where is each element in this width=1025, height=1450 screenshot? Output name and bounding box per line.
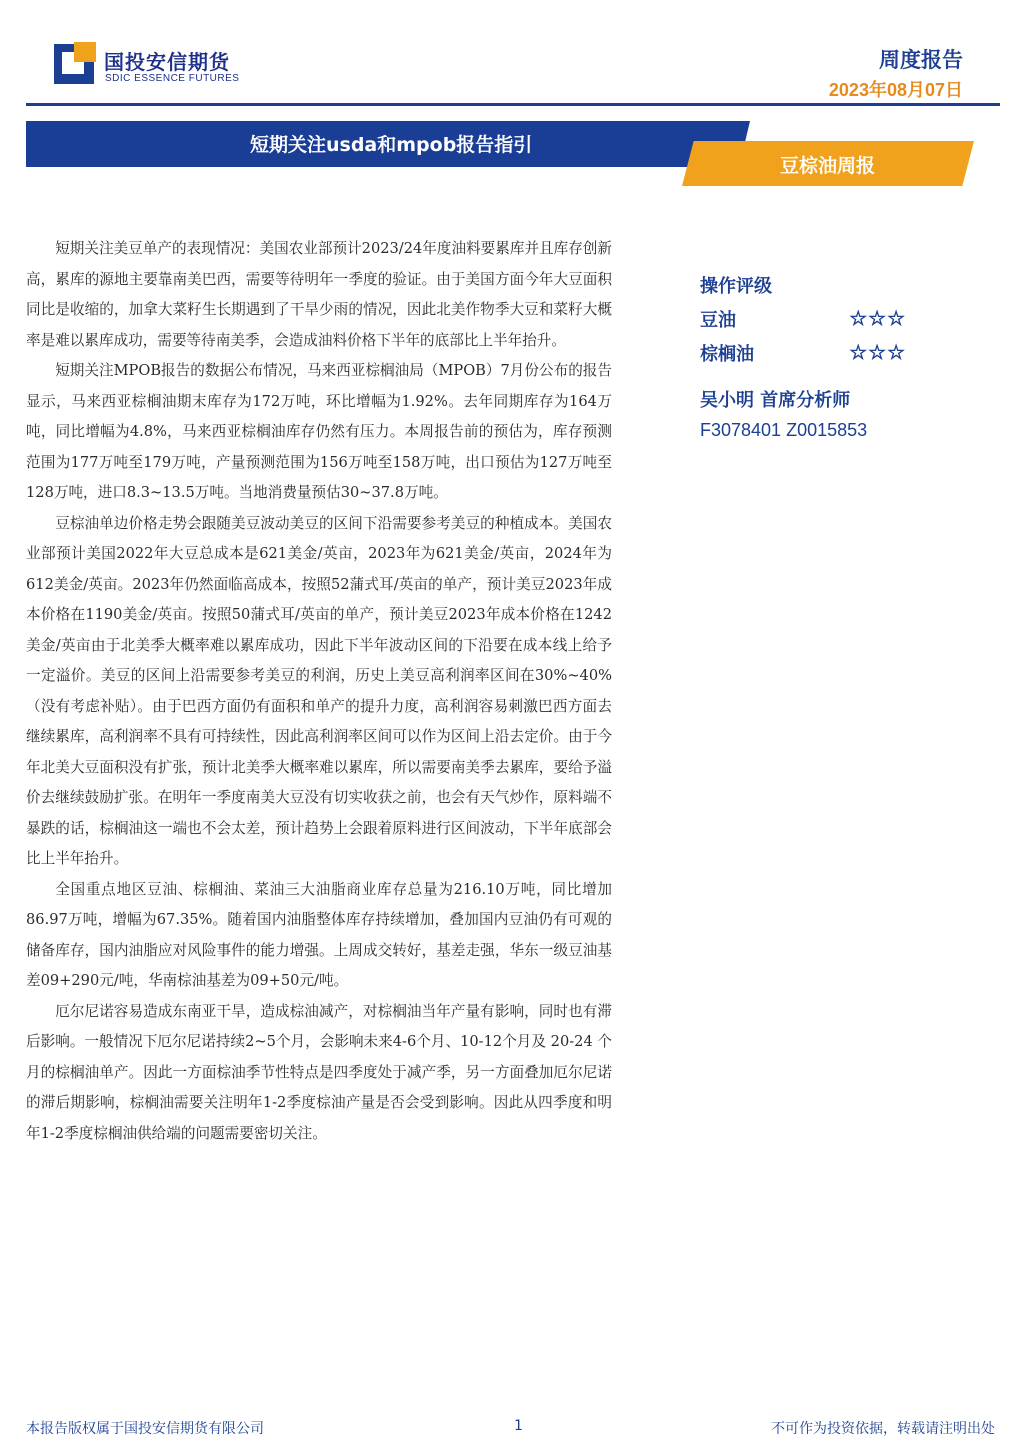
- sidebar: [700, 272, 940, 441]
- analyst-license: F3078401 Z0015853: [700, 420, 868, 440]
- rating-name: 豆油: [700, 310, 736, 331]
- rating-row: [700, 340, 906, 374]
- report-subtitle: 豆棕油周报: [780, 155, 876, 177]
- analyst-name: 吴小明 首席分析师: [700, 390, 851, 411]
- paragraph: 厄尔尼诺容易造成东南亚干旱，造成棕油减产，对棕榈油当年产量有影响，同时也有滞后影响。一般情况下厄尔尼诺持续2~5个月，会影响未来4-6个月、10-12个月及 20-24 个月的棕榈油单产。因此一方面棕油季节性特点是四季度处于减产季，另一方面叠加厄尔尼诺的滞后期影响，棕榈油需要关注明年1-2季度棕油产量是否会受到影响。因此从四季度和明年1-2季度棕榈油供给端的问题需要密切关注。: [26, 1002, 612, 1142]
- header-divider: [26, 103, 1000, 106]
- paragraph: 全国重点地区豆油、棕榈油、菜油三大油脂商业库存总量为216.10万吨，同比增加86.97万吨，增幅为67.35%。随着国内油脂整体库存持续增加，叠加国内豆油仍有可观的储备库存，国内油脂应对风险事件的能力增强。上周成交转好，基差走强，华东一级豆油基差09+290元/吨，华南棕油基差为09+50元/吨。: [26, 880, 612, 989]
- star-icon: ☆☆☆: [849, 340, 906, 364]
- logo-text-cn: 国投安信期货: [104, 50, 230, 74]
- paragraph: 短期关注MPOB报告的数据公布情况，马来西亚棕榈油局（MPOB）7月份公布的报告显示，马来西亚棕榈油期末库存为172万吨，环比增幅为1.92%。去年同期库存为164万吨，同比增幅为4.8%，马来西亚棕榈油库存仍然有压力。本周报告前的预估为，库存预测范围为177万吨至179万吨，产量预测范围为156万吨至158万吨，出口预估为127万吨至128万吨，进口8.3~13.5万吨。当地消费量预估30~37.8万吨。: [26, 362, 612, 501]
- paragraph: 豆棕油单边价格走势会跟随美豆波动美豆的区间下沿需要参考美豆的种植成本。美国农业部预计美国2022年大豆总成本是621美金/英亩，2023年为621美金/英亩，2024年为612美金/英亩。2023年仍然面临高成本，按照52蒲式耳/英亩的单产，预计美豆2023年成本价格在1190美金/英亩。按照50蒲式耳/英亩的单产，预计美豆2023年成本价格在1242美金/英亩由于北美季大概率难以累库成功，因此下半年波动区间的下沿要在成本线上给予一定溢价。美豆的区间上沿需要参考美豆的利润，历史上美豆高利润率区间在30%~40%（没有考虑补贴）。由于巴西方面仍有面积和单产的提升力度，高利润容易刺激巴西方面去继续累库，高利润率不具有可持续性，因此高利润率区间可以作为区间上沿去定价。由于今年北美大豆面积没有扩张，预计北美季大概率难以累库，所以需要南美季去累库，要给予溢价去继续鼓励扩张。在明年一季度南美大豆没有切实收获之前，也会有天气炒作，原料端不暴跌的话，棕榈油这一端也不会太差，预计趋势上会跟着原料进行区间波动，下半年底部会比上半年抬升。: [26, 514, 612, 867]
- star-icon: ☆☆☆: [849, 306, 906, 330]
- report-type: 周度报告: [879, 48, 963, 72]
- rating-title: 操作评级: [700, 276, 772, 297]
- article-body: [26, 234, 612, 1149]
- logo-mark-icon: [52, 42, 96, 86]
- rating-row: [700, 306, 906, 340]
- logo-text-en: SDIC ESSENCE FUTURES: [105, 73, 240, 84]
- report-date: 2023年08月07日: [828, 80, 963, 100]
- page-number: 1: [514, 1418, 523, 1434]
- paragraph: 短期关注美豆单产的表现情况：美国农业部预计2023/24年度油料要累库并且库存创新高，累库的源地主要靠南美巴西，需要等待明年一季度的验证。由于美国方面今年大豆面积同比是收缩的，加拿大菜籽生长期遇到了干旱少雨的情况，因此北美作物季大豆和菜籽大概率是难以累库成功，需要等待南美季，会造成油料价格下半年的底部比上半年抬升。: [26, 240, 613, 349]
- company-logo: [52, 40, 242, 90]
- footer-copyright: 本报告版权属于国投安信期货有限公司: [26, 1421, 264, 1437]
- report-title: 短期关注usda和mpob报告指引: [250, 134, 533, 156]
- footer-disclaimer: 不可作为投资依据，转载请注明出处: [771, 1421, 995, 1437]
- rating-name: 棕榈油: [700, 344, 754, 365]
